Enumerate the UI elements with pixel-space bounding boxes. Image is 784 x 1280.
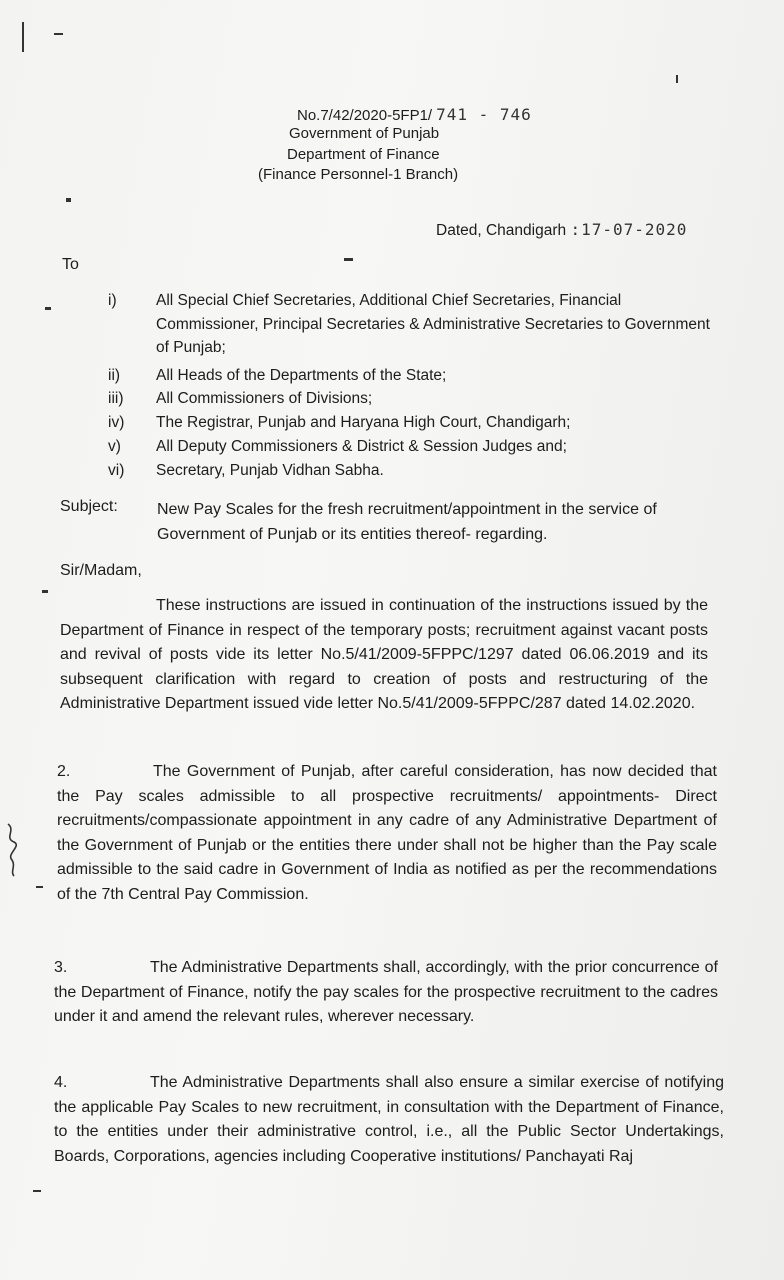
paragraph-text: These instructions are issued in continuation of the instructions issued by the Department of Finance in respect of the temporary posts; recruitment against vacant posts and revival of posts vide its letter No.5/41/2009-5FPPC/1297 dated 06.06.2019 and its subsequent clarification with regard to creation of posts and restructuring of the Administrative Department issued vide letter No.5/41/2009-5FPPC/287 dated 14.02.2020. [60,597,708,713]
addressee-number: v) [108,438,121,455]
paragraph-number: 2. [57,763,71,780]
addressee-text: All Heads of the Departments of the State; [156,367,447,384]
margin-mark [54,33,63,35]
margin-mark [42,590,48,593]
addressee-item [108,459,718,483]
margin-mark [66,198,71,202]
dated-handwritten: :17-07-2020 [570,220,688,239]
addressee-item [108,364,718,388]
addressee-text: All Deputy Commissioners & District & Session Judges and; [156,438,567,455]
salutation: Sir/Madam, [60,562,142,579]
paragraph-text: The Administrative Departments shall, accordingly, with the prior concurrence of the Department of Finance, notify the pay scales for the prospective recruitment to the cadres under it and amend the relevant rules, wherever necessary. [54,959,718,1026]
department-heading: Department of Finance [287,146,440,163]
margin-mark [45,307,51,310]
addressee-text: The Registrar, Punjab and Haryana High Court, Chandigarh; [156,414,571,431]
paragraph-text: The Administrative Departments shall also ensure a similar exercise of notifying the applicable Pay Scales to new recruitment, in consultation with the Department of Finance, to the entities under their administrative control, i.e., all the Public Sector Undertakings, Boards, Corporations, agencies including Cooperative institutions/ Panchayati Raj [54,1074,724,1165]
subject-text: New Pay Scales for the fresh recruitment/appointment in the service of Government of Punjab or its entities thereof- regarding. [157,501,657,543]
dated-line [436,220,687,240]
addressee-text: All Commissioners of Divisions; [156,390,373,407]
paragraph-number: 4. [54,1074,68,1091]
branch-heading: (Finance Personnel-1 Branch) [258,166,459,183]
addressee-item [108,289,718,361]
margin-mark [36,886,43,888]
government-heading: Government of Punjab [289,125,440,142]
addressee-number: i) [108,292,117,309]
paragraph-2 [57,760,717,908]
paragraph-4 [54,1071,724,1169]
reference-number-handwritten: 741 - 746 [436,105,532,124]
paragraph-number: 3. [54,959,68,976]
paragraph-text: The Government of Punjab, after careful consideration, has now decided that the Pay scales admissible to all prospective recruitments/ appointments- Direct recruitments/compassionate appointment in any cadre of any Administrative Department of the Government of Punjab or the entities there under shall not be higher than the Pay scale admissible to the said cadre in Government of India as notified as per the recommendations of the 7th Central Pay Commission. [57,763,717,903]
margin-signature-icon [0,820,30,880]
addressee-text: All Special Chief Secretaries, Additional Chief Secretaries, Financial Commissioner, Principal Secretaries & Administrative Secretaries to Government of Punjab; [156,292,710,356]
dated-label: Dated, Chandigarh [436,222,567,239]
paragraph-3 [54,956,718,1030]
margin-mark [676,75,678,83]
paragraph-1 [60,594,708,717]
margin-mark [33,1190,41,1192]
margin-mark [22,22,24,52]
reference-number-printed: No.7/42/2020-5FP1/ [297,107,433,124]
addressee-number: ii) [108,367,121,384]
addressee-number: vi) [108,462,125,479]
addressee-item [108,411,718,435]
addressee-number: iv) [108,414,125,431]
addressee-text: Secretary, Punjab Vidhan Sabha. [156,462,384,479]
addressee-item [108,435,718,459]
subject-label: Subject: [60,498,118,515]
addressee-item [108,387,718,411]
addressee-number: iii) [108,390,124,407]
margin-mark [344,258,353,261]
to-label: To [62,256,79,273]
